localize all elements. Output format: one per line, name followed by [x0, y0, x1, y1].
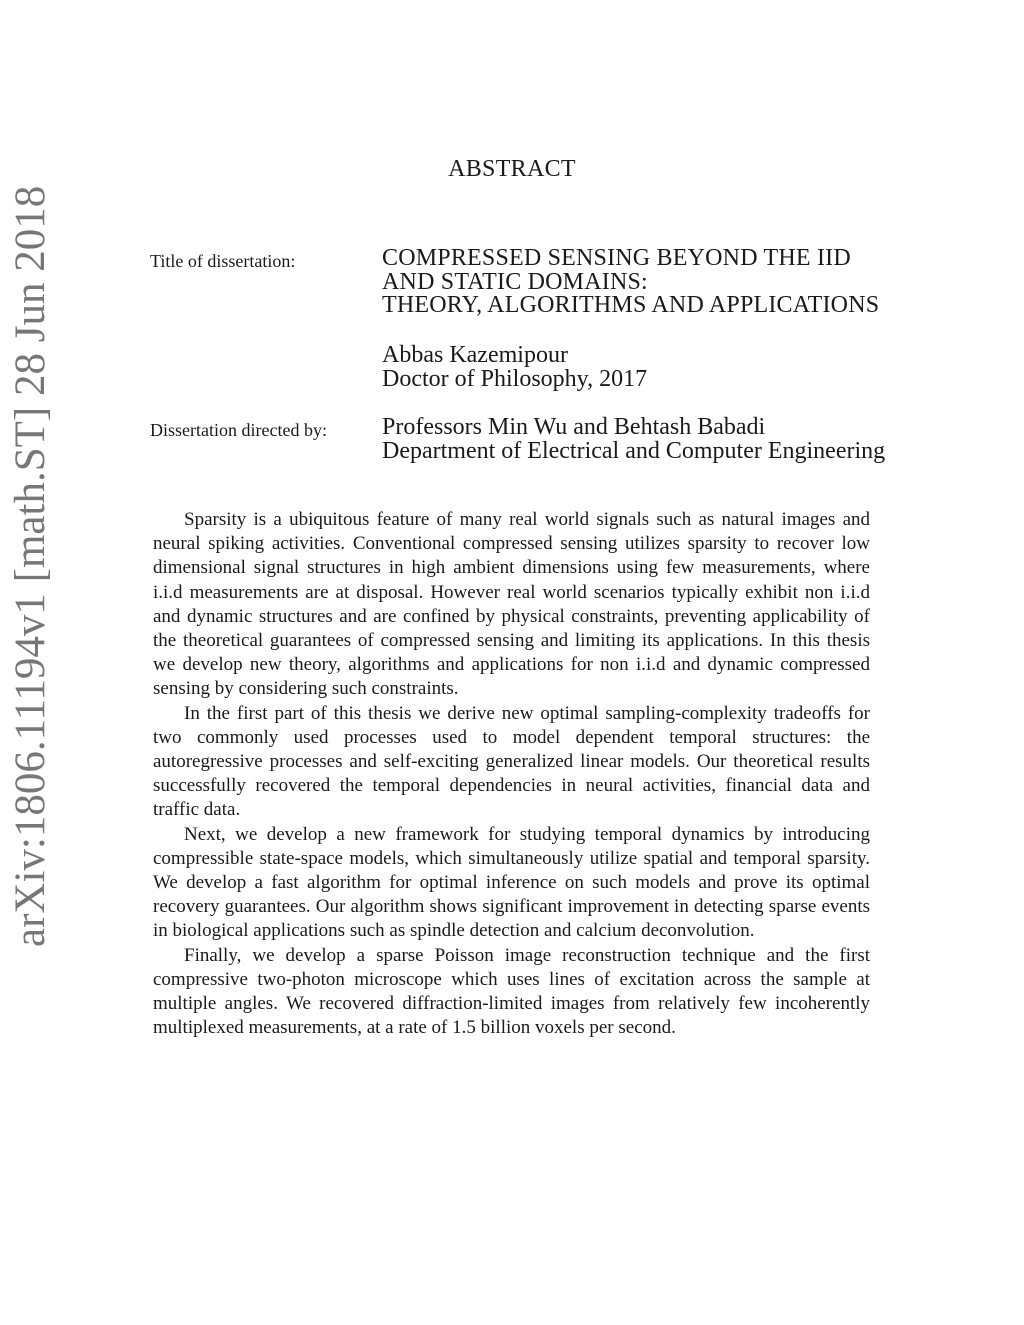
abstract-paragraph: Sparsity is a ubiquitous feature of many real world signals such as natural images and neural spiking activities. Conventional compressed sensing utilizes sparsity to recover low dimensional signal structures in high ambient dimensions using few measurements, where i.i.d measurements are at disposal. However real world scenarios typically exhibit non i.i.d and dynamic structures and are confined by physical constraints, preventing applicability of the theoretical guarantees of compressed sensing and limiting its applications. In this thesis we develop new theory, algorithms and applications for non i.i.d and dynamic compressed sensing by considering such constraints.	[153, 509, 870, 700]
abstract-heading: ABSTRACT	[448, 156, 576, 182]
advisor-info	[382, 416, 885, 463]
author-info	[382, 344, 647, 391]
abstract-paragraph: Finally, we develop a sparse Poisson image reconstruction technique and the first compressive two-photon microscope which uses lines of excitation across the sample at multiple angles. We recovered diffraction-limited images from relatively few incoherently multiplexed measurements, at a rate of 1.5 billion voxels per second.	[153, 944, 870, 1039]
title-line: COMPRESSED SENSING BEYOND THE IID	[382, 245, 851, 271]
arxiv-identifier-stamp: arXiv:1806.11194v1 [math.ST] 28 Jun 2018	[7, 185, 54, 947]
title-line: THEORY, ALGORITHMS AND APPLICATIONS	[382, 292, 880, 318]
advisor-names: Professors Min Wu and Behtash Babadi	[382, 414, 766, 440]
degree-year: Doctor of Philosophy, 2017	[382, 365, 648, 392]
title-line: AND STATIC DOMAINS:	[382, 268, 648, 295]
directed-by-label: Dissertation directed by:	[150, 420, 327, 440]
title-label: Title of dissertation:	[150, 251, 296, 271]
author-name: Abbas Kazemipour	[382, 342, 568, 368]
dissertation-title	[382, 247, 879, 318]
abstract-paragraph: In the first part of this thesis we derive new optimal sampling-complexity tradeoffs for two commonly used processes used to model dependent temporal structures: the autoregressive processes and self-exciting generalized linear models. Our theoretical results successfully recovered the temporal dependencies in neural activities, financial data and traffic data.	[153, 702, 870, 821]
abstract-paragraph: Next, we develop a new framework for studying temporal dynamics by introducing compressible state-space models, which simultaneously utilize spatial and temporal sparsity. We develop a fast algorithm for optimal inference on such models and prove its optimal recovery guarantees. Our algorithm shows significant improvement in detecting sparse events in biological applications such as spindle detection and calcium deconvolution.	[153, 823, 870, 942]
department-name: Department of Electrical and Computer Engineering	[382, 437, 886, 464]
abstract-body	[153, 508, 870, 1040]
